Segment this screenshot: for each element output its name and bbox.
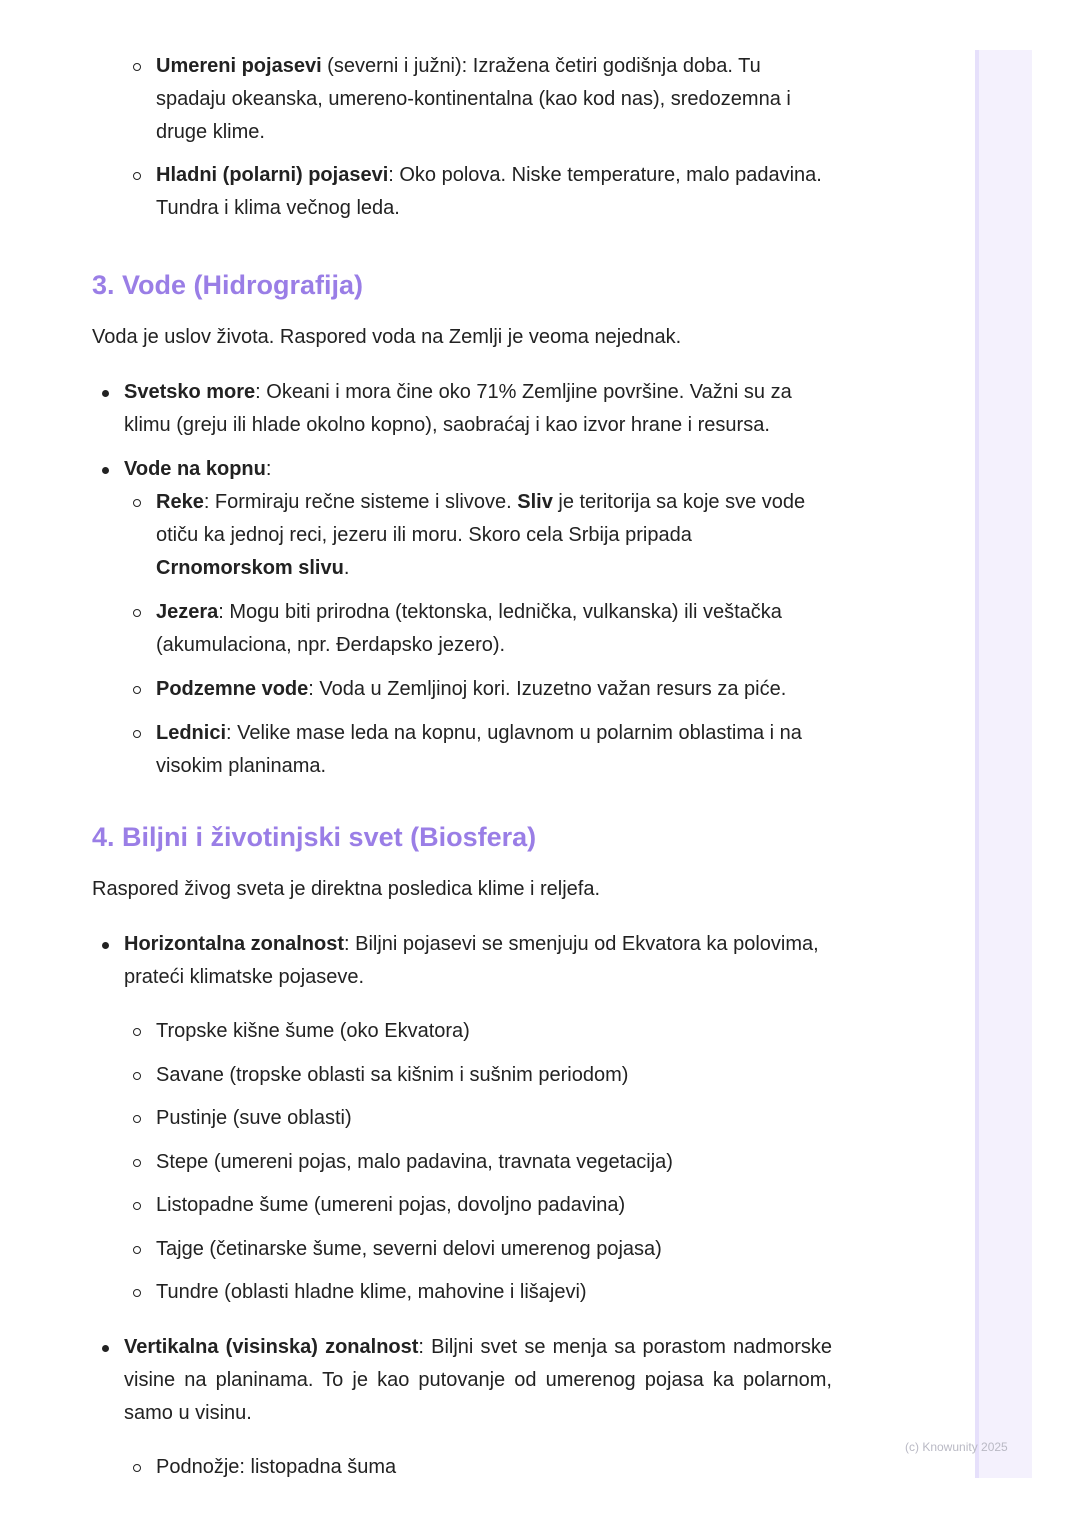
section-3-intro: Voda je uslov života. Raspored voda na Zemlji je veoma nejednak. <box>92 326 682 348</box>
colon: : <box>265 458 272 480</box>
text-horizontalna-zonalnost: : Biljni pojasevi se smenjuju od Ekvatora ka polovima, prateći klimatske pojaseve. <box>124 933 819 988</box>
text-reke-2: je teritorija sa koje sve vode otiču ka jednoj reci, jezeru ili moru. Skoro cela Srbija pripada <box>156 491 806 546</box>
list-item <box>92 1331 832 1484</box>
term-horizontalna-zonalnost: Horizontalna zonalnost <box>124 933 344 955</box>
list-item <box>124 717 832 783</box>
list-item <box>124 159 832 225</box>
section-4-heading: 4. Biljni i životinjski svet (Biosfera) <box>92 822 537 852</box>
text-reke-1: : Formiraju rečne sisteme i slivove. <box>203 491 518 513</box>
term-podzemne-vode: Podzemne vode <box>156 678 309 700</box>
text-lednici: : Velike mase leda na kopnu, uglavnom u polarnim oblastima i na visokim planinama. <box>156 722 802 777</box>
list-item: Savane (tropske oblasti sa kišnim i sušnim periodom) <box>124 1059 832 1092</box>
list-item <box>124 673 832 706</box>
text-svetsko-more: : Okeani i mora čine oko 71% Zemljine površine. Važni su za klimu (greju ili hlade okolno kopno), saobraćaj i kao izvor hrane i resursa. <box>124 381 792 436</box>
list-item <box>124 486 832 585</box>
vertical-zone-list <box>124 1451 832 1484</box>
biosphere-list <box>92 928 832 1484</box>
term-vode-na-kopnu: Vode na kopnu <box>124 458 266 480</box>
copyright-footer: (c) Knowunity 2025 <box>905 1440 1008 1454</box>
list-item <box>92 453 832 783</box>
list-item: Tropske kišne šume (oko Ekvatora) <box>124 1015 832 1048</box>
term-lednici: Lednici <box>156 722 227 744</box>
term-sliv: Sliv <box>517 491 553 513</box>
inland-water-list <box>124 486 832 783</box>
list-item: Pustinje (suve oblasti) <box>124 1102 832 1135</box>
water-list <box>92 376 832 783</box>
list-item: Stepe (umereni pojas, malo padavina, travnata vegetacija) <box>124 1146 832 1179</box>
term-umereni: Umereni pojasevi <box>156 55 322 77</box>
term-vertikalna-zonalnost: Vertikalna (visinska) zonalnost <box>124 1336 419 1358</box>
right-margin-panel <box>975 50 1032 1478</box>
climate-zone-list <box>124 50 832 225</box>
term-jezera: Jezera <box>156 601 219 623</box>
list-item: Tajge (četinarske šume, severni delovi umerenog pojasa) <box>124 1233 832 1266</box>
term-reke: Reke <box>156 491 204 513</box>
document-content <box>92 50 832 1484</box>
list-item <box>92 928 832 1309</box>
text-podzemne-vode: : Voda u Zemljinoj kori. Izuzetno važan resurs za piće. <box>308 678 787 700</box>
list-item: Tundre (oblasti hladne klime, mahovine i lišajevi) <box>124 1276 832 1309</box>
text-umereni: (severni i južni): Izražena četiri godišnja doba. Tu spadaju okeanska, umereno-kontinentalna (kao kod nas), sredozemna i druge klime. <box>156 55 791 143</box>
horizontal-zone-list <box>124 1015 832 1309</box>
list-item <box>124 50 832 149</box>
section-3-heading: 3. Vode (Hidrografija) <box>92 270 364 300</box>
vertical-zonality-paragraph <box>124 1331 832 1430</box>
text-jezera: : Mogu biti prirodna (tektonska, lednička, vulkanska) ili veštačka (akumulaciona, npr. Đerdapsko jezero). <box>156 601 782 656</box>
list-item: Listopadne šume (umereni pojas, dovoljno padavina) <box>124 1189 832 1222</box>
text-vertikalna-zonalnost: : Biljni svet se menja sa porastom nadmorske visine na planinama. To je kao putovanje od umerenog pojasa ka polarnom, samo u visinu. <box>124 1336 832 1424</box>
text-reke-3: . <box>343 557 350 579</box>
list-item <box>124 596 832 662</box>
list-item: Podnožje: listopadna šuma <box>124 1451 832 1484</box>
term-crnomorski-sliv: Crnomorskom slivu <box>156 557 344 579</box>
text-hladni: : Oko polova. Niske temperature, malo padavina. Tundra i klima večnog leda. <box>156 164 822 219</box>
term-hladni: Hladni (polarni) pojasevi <box>156 164 389 186</box>
term-svetsko-more: Svetsko more <box>124 381 256 403</box>
list-item <box>92 376 832 442</box>
section-4-intro: Raspored živog sveta je direktna posledica klime i reljefa. <box>92 878 601 900</box>
